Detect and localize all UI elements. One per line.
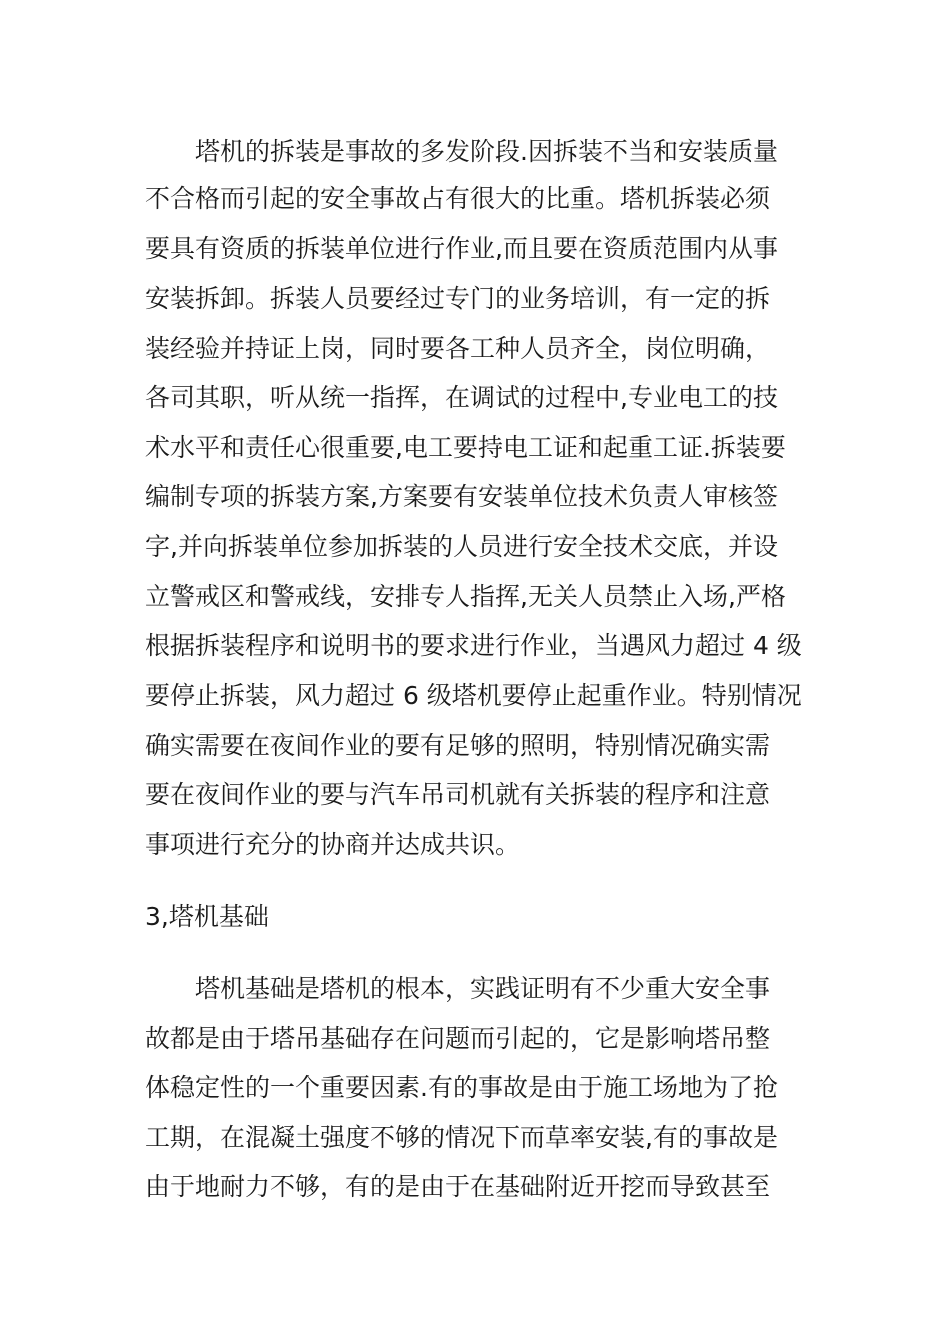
paragraph-2-line-2: 故都是由于塔吊基础存在问题而引起的，它是影响塔吊整: [145, 1024, 771, 1053]
paragraph-1-line-1: 塔机的拆装是事故的多发阶段.因拆装不当和安装质量: [195, 137, 778, 166]
paragraph-1-line-9: 字,并向拆装单位参加拆装的人员进行安全技术交底，并设: [145, 532, 778, 561]
paragraph-1-line-6: 各司其职，听从统一指挥，在调试的过程中,专业电工的技: [145, 383, 778, 412]
paragraph-1-line-11: 根据拆装程序和说明书的要求进行作业，当遇风力超过 4 级: [145, 631, 802, 660]
paragraph-2-line-4: 工期，在混凝土强度不够的情况下而草率安装,有的事故是: [145, 1123, 778, 1152]
paragraph-2-line-5: 由于地耐力不够，有的是由于在基础附近开挖而导致甚至: [145, 1172, 771, 1201]
paragraph-1-line-15: 事项进行充分的协商并达成共识。: [145, 830, 521, 859]
paragraph-2-line-1: 塔机基础是塔机的根本，实践证明有不少重大安全事: [195, 974, 771, 1003]
paragraph-1-line-2: 不合格而引起的安全事故占有很大的比重。塔机拆装必须: [145, 184, 771, 213]
paragraph-1-line-8: 编制专项的拆装方案,方案要有安装单位技术负责人审核签: [145, 482, 778, 511]
paragraph-1-line-5: 装经验并持证上岗，同时要各工种人员齐全，岗位明确，: [145, 334, 771, 363]
paragraph-1-line-12: 要停止拆装，风力超过 6 级塔机要停止起重作业。特别情况: [145, 681, 802, 710]
paragraph-1-line-13: 确实需要在夜间作业的要有足够的照明，特别情况确实需: [145, 731, 771, 760]
paragraph-1-line-14: 要在夜间作业的要与汽车吊司机就有关拆装的程序和注意: [145, 780, 771, 809]
paragraph-1-line-3: 要具有资质的拆装单位进行作业,而且要在资质范围内从事: [145, 234, 778, 263]
paragraph-1-line-10: 立警戒区和警戒线，安排专人指挥,无关人员禁止入场,严格: [145, 582, 786, 611]
paragraph-2-line-3: 体稳定性的一个重要因素.有的事故是由于施工场地为了抢: [145, 1073, 778, 1102]
paragraph-1-line-7: 术水平和责任心很重要,电工要持电工证和起重工证.拆装要: [145, 433, 786, 462]
section-heading: 3,塔机基础: [145, 902, 269, 931]
paragraph-1-line-4: 安装拆卸。拆装人员要经过专门的业务培训，有一定的拆: [145, 284, 771, 313]
